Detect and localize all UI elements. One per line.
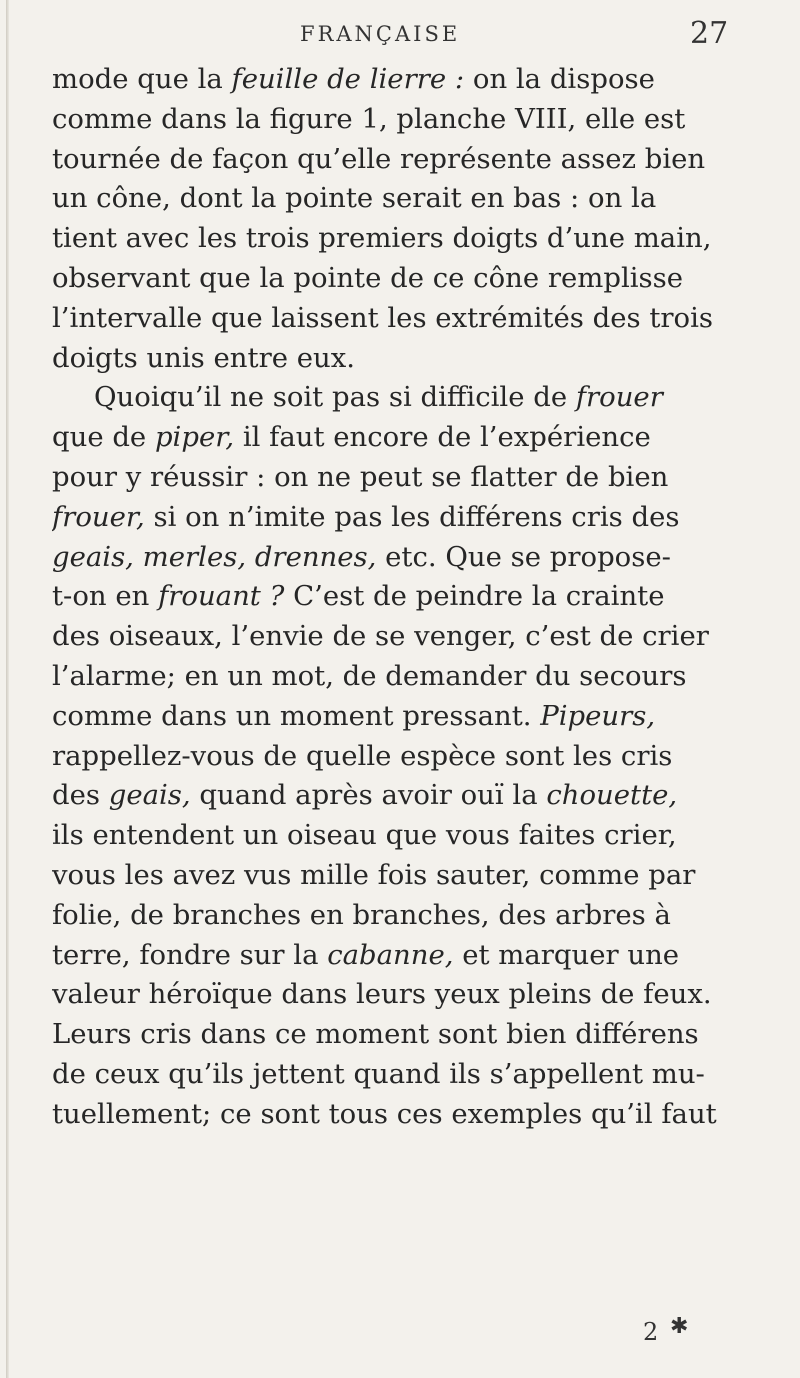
page-footer [0,1314,800,1358]
text-line: que de piper, il faut encore de l’expérience [52,421,651,454]
text-line: t-on en frouant ? C’est de peindre la crainte [52,580,665,613]
text-line: folie, de branches en branches, des arbres à [52,898,671,931]
star-icon: ✱ [670,1314,689,1339]
text-line: tuellement; ce sont tous ces exemples qu’il faut [52,1097,717,1130]
text-line: Quoiqu’il ne soit pas si difficile de frouer [94,381,663,414]
running-title: FRANÇAISE [300,22,461,46]
text-line: rappellez-vous de quelle espèce sont les cris [52,739,673,772]
text-line: ils entendent un oiseau que vous faites crier, [52,819,677,852]
text-line: l’alarme; en un mot, de demander du secours [52,659,687,692]
page-edge [6,0,9,1378]
text-line: vous les avez vus mille fois sauter, comme par [52,858,696,891]
text-line: valeur héroïque dans leurs yeux pleins de feux. [52,978,712,1011]
text-line: de ceux qu’ils jettent quand ils s’appellent mu- [52,1057,705,1090]
text-line: comme dans un moment pressant. Pipeurs, [52,699,656,732]
text-line: geais, merles, drennes, etc. Que se propose- [52,540,671,573]
page-number: 27 [690,16,729,51]
text-line: terre, fondre sur la cabanne, et marquer une [52,938,680,971]
text-line: tient avec les trois premiers doigts d’une main, [52,222,712,255]
text-line: l’intervalle que laissent les extrémités des trois [52,301,713,334]
text-line: des oiseaux, l’envie de se venger, c’est de crier [52,620,709,653]
signature-mark: 2 [643,1318,659,1346]
text-line: mode que la feuille de lierre : on la dispose [52,63,655,95]
text-line: Leurs cris dans ce moment sont bien différens [52,1018,699,1051]
body-text [52,60,792,1135]
text-line: un cône, dont la pointe serait en bas : on la [52,182,657,215]
text-line: pour y réussir : on ne peut se flatter de bien [52,460,669,493]
text-line: frouer, si on n’imite pas les différens cris des [52,500,680,533]
page-header [0,14,800,62]
text-line: doigts unis entre eux. [52,341,355,374]
text-line: observant que la pointe de ce cône remplisse [52,261,684,294]
text-line: des geais, quand après avoir ouï la chouette, [52,779,678,812]
text-line: comme dans la figure 1, planche VIII, elle est [52,102,686,135]
text-line: tournée de façon qu’elle représente assez bien [52,142,706,175]
